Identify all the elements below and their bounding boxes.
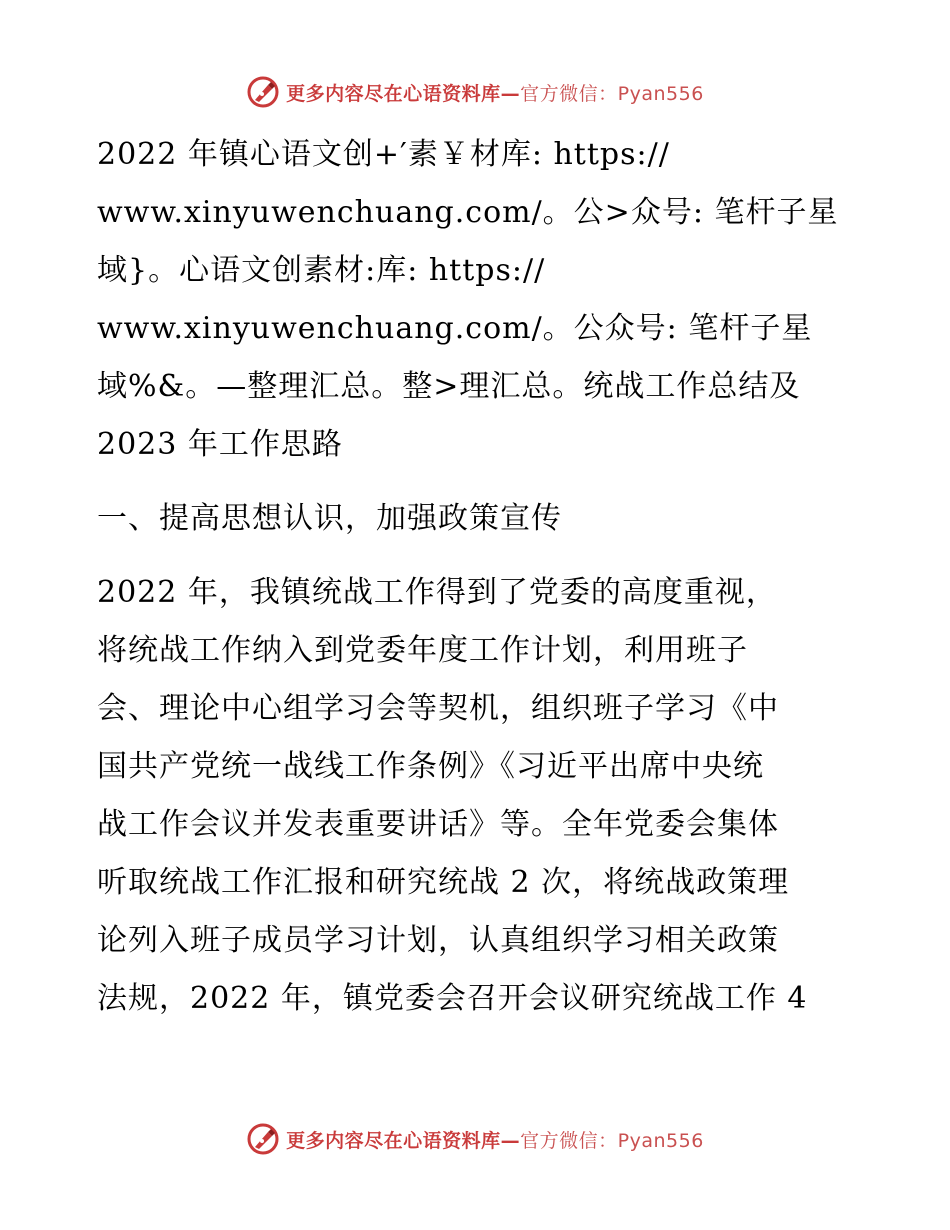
paragraph-line: 听取统战工作汇报和研究统战 2 次，将统战政策理 xyxy=(97,865,790,900)
banner-wechat: 官方微信：Pyan556 xyxy=(520,1129,704,1152)
banner-wechat: 官方微信：Pyan556 xyxy=(520,82,704,105)
paragraph-line: 会、理论中心组学习会等契机，组织班子学习《中 xyxy=(97,691,779,726)
paragraph-line: 将统战工作纳入到党委年度工作计划，利用班子 xyxy=(97,633,748,668)
document-body xyxy=(97,126,857,1028)
banner-text: 更多内容尽在心语资料库—官方微信：Pyan556 xyxy=(286,1129,704,1152)
header-banner xyxy=(0,70,950,114)
pen-nib-logo-icon xyxy=(246,1122,280,1156)
title-line: 域}。心语文创素材:库: https:// xyxy=(97,253,546,288)
title-line: www.xinyuwenchuang.com/。公众号: 笔杆子星 xyxy=(97,311,813,346)
paragraph-line: 战工作会议并发表重要讲话》等。全年党委会集体 xyxy=(97,807,779,842)
title-line: 域%&。—整理汇总。整>理汇总。统战工作总结及 xyxy=(97,369,801,404)
title-line: 2023 年工作思路 xyxy=(97,427,343,462)
banner-text: 更多内容尽在心语资料库—官方微信：Pyan556 xyxy=(286,82,704,105)
title-line: www.xinyuwenchuang.com/。公>众号: 笔杆子星 xyxy=(97,195,839,230)
title-line: 2022 年镇心语文创+′素￥材库: https:// xyxy=(97,137,670,172)
paragraph-line: 论列入班子成员学习计划，认真组织学习相关政策 xyxy=(97,923,779,958)
paragraph-line: 国共产党统一战线工作条例》《习近平出席中央统 xyxy=(97,749,764,784)
section-heading: 一、提高思想认识，加强政策宣传 xyxy=(97,501,562,536)
paragraph-line: 2022 年，我镇统战工作得到了党委的高度重视， xyxy=(97,575,777,610)
paragraph-line: 法规，2022 年，镇党委会召开会议研究统战工作 4 xyxy=(97,981,808,1016)
footer-banner xyxy=(0,1117,950,1161)
pen-nib-logo-icon xyxy=(246,75,280,109)
